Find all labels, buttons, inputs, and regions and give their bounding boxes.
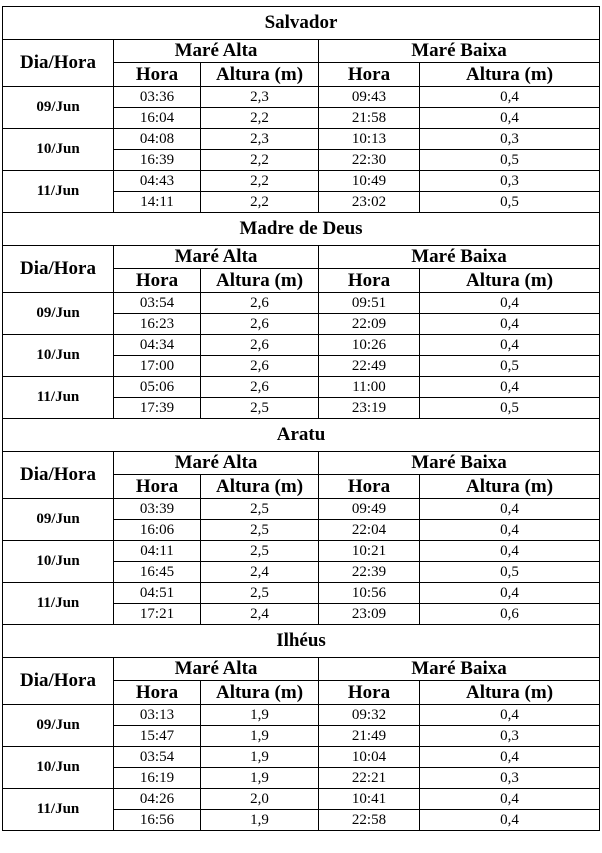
mare-baixa-header: Maré Baixa bbox=[319, 246, 600, 269]
day-label: 10/Jun bbox=[3, 129, 114, 171]
low-tide-time: 10:04 bbox=[319, 747, 420, 768]
hora-header: Hora bbox=[319, 63, 420, 87]
high-tide-time: 16:06 bbox=[114, 520, 201, 541]
low-tide-time: 22:30 bbox=[319, 150, 420, 171]
high-tide-height: 2,3 bbox=[201, 129, 319, 150]
group-header-row bbox=[3, 40, 600, 63]
table-row bbox=[3, 129, 600, 150]
high-tide-height: 2,6 bbox=[201, 356, 319, 377]
high-tide-height: 2,0 bbox=[201, 789, 319, 810]
low-tide-height: 0,4 bbox=[420, 810, 600, 831]
mare-alta-header: Maré Alta bbox=[114, 246, 319, 269]
low-tide-time: 09:43 bbox=[319, 87, 420, 108]
low-tide-height: 0,5 bbox=[420, 356, 600, 377]
high-tide-time: 17:21 bbox=[114, 604, 201, 625]
low-tide-height: 0,4 bbox=[420, 520, 600, 541]
high-tide-time: 15:47 bbox=[114, 726, 201, 747]
low-tide-time: 10:49 bbox=[319, 171, 420, 192]
table-row bbox=[3, 747, 600, 768]
low-tide-time: 22:21 bbox=[319, 768, 420, 789]
mare-alta-header: Maré Alta bbox=[114, 658, 319, 681]
high-tide-time: 03:39 bbox=[114, 499, 201, 520]
low-tide-time: 22:04 bbox=[319, 520, 420, 541]
high-tide-height: 2,6 bbox=[201, 293, 319, 314]
altura-header: Altura (m) bbox=[420, 681, 600, 705]
high-tide-time: 04:51 bbox=[114, 583, 201, 604]
altura-header: Altura (m) bbox=[201, 475, 319, 499]
day-label: 09/Jun bbox=[3, 499, 114, 541]
high-tide-height: 2,5 bbox=[201, 541, 319, 562]
low-tide-time: 22:58 bbox=[319, 810, 420, 831]
day-label: 10/Jun bbox=[3, 541, 114, 583]
high-tide-time: 16:39 bbox=[114, 150, 201, 171]
day-label: 09/Jun bbox=[3, 87, 114, 129]
site-name: Aratu bbox=[3, 419, 600, 452]
table-row bbox=[3, 583, 600, 604]
day-label: 11/Jun bbox=[3, 789, 114, 831]
mare-baixa-header: Maré Baixa bbox=[319, 658, 600, 681]
high-tide-height: 2,5 bbox=[201, 499, 319, 520]
high-tide-height: 2,6 bbox=[201, 314, 319, 335]
low-tide-time: 23:09 bbox=[319, 604, 420, 625]
low-tide-height: 0,5 bbox=[420, 150, 600, 171]
low-tide-height: 0,5 bbox=[420, 398, 600, 419]
low-tide-time: 23:19 bbox=[319, 398, 420, 419]
dia-hora-header: Dia/Hora bbox=[3, 658, 114, 705]
high-tide-height: 2,6 bbox=[201, 377, 319, 398]
low-tide-height: 0,3 bbox=[420, 171, 600, 192]
low-tide-height: 0,6 bbox=[420, 604, 600, 625]
low-tide-time: 09:51 bbox=[319, 293, 420, 314]
day-label: 10/Jun bbox=[3, 747, 114, 789]
high-tide-time: 04:34 bbox=[114, 335, 201, 356]
low-tide-time: 10:21 bbox=[319, 541, 420, 562]
tide-table bbox=[2, 6, 600, 831]
high-tide-time: 16:19 bbox=[114, 768, 201, 789]
high-tide-height: 2,2 bbox=[201, 150, 319, 171]
tide-table-body bbox=[3, 7, 600, 831]
high-tide-time: 03:54 bbox=[114, 747, 201, 768]
high-tide-time: 05:06 bbox=[114, 377, 201, 398]
altura-header: Altura (m) bbox=[420, 269, 600, 293]
hora-header: Hora bbox=[319, 269, 420, 293]
hora-header: Hora bbox=[114, 475, 201, 499]
low-tide-height: 0,5 bbox=[420, 192, 600, 213]
dia-hora-header: Dia/Hora bbox=[3, 246, 114, 293]
high-tide-height: 2,2 bbox=[201, 108, 319, 129]
mare-alta-header: Maré Alta bbox=[114, 40, 319, 63]
high-tide-height: 2,5 bbox=[201, 520, 319, 541]
low-tide-time: 10:56 bbox=[319, 583, 420, 604]
table-row bbox=[3, 377, 600, 398]
low-tide-height: 0,4 bbox=[420, 541, 600, 562]
day-label: 11/Jun bbox=[3, 377, 114, 419]
site-name: Ilhéus bbox=[3, 625, 600, 658]
low-tide-time: 11:00 bbox=[319, 377, 420, 398]
altura-header: Altura (m) bbox=[201, 269, 319, 293]
table-row bbox=[3, 499, 600, 520]
table-row bbox=[3, 789, 600, 810]
table-row bbox=[3, 705, 600, 726]
low-tide-height: 0,4 bbox=[420, 108, 600, 129]
high-tide-time: 03:54 bbox=[114, 293, 201, 314]
dia-hora-header: Dia/Hora bbox=[3, 452, 114, 499]
hora-header: Hora bbox=[114, 269, 201, 293]
low-tide-time: 09:32 bbox=[319, 705, 420, 726]
high-tide-time: 04:11 bbox=[114, 541, 201, 562]
day-label: 10/Jun bbox=[3, 335, 114, 377]
day-label: 11/Jun bbox=[3, 583, 114, 625]
site-title-row bbox=[3, 625, 600, 658]
hora-header: Hora bbox=[114, 63, 201, 87]
high-tide-height: 1,9 bbox=[201, 747, 319, 768]
low-tide-time: 22:09 bbox=[319, 314, 420, 335]
site-title-row bbox=[3, 419, 600, 452]
low-tide-height: 0,4 bbox=[420, 747, 600, 768]
hora-header: Hora bbox=[319, 681, 420, 705]
low-tide-height: 0,3 bbox=[420, 726, 600, 747]
high-tide-time: 16:45 bbox=[114, 562, 201, 583]
mare-baixa-header: Maré Baixa bbox=[319, 452, 600, 475]
mare-alta-header: Maré Alta bbox=[114, 452, 319, 475]
low-tide-height: 0,4 bbox=[420, 87, 600, 108]
high-tide-time: 14:11 bbox=[114, 192, 201, 213]
low-tide-height: 0,4 bbox=[420, 789, 600, 810]
low-tide-height: 0,4 bbox=[420, 335, 600, 356]
low-tide-time: 10:41 bbox=[319, 789, 420, 810]
low-tide-height: 0,4 bbox=[420, 293, 600, 314]
low-tide-time: 22:39 bbox=[319, 562, 420, 583]
day-label: 11/Jun bbox=[3, 171, 114, 213]
low-tide-height: 0,3 bbox=[420, 768, 600, 789]
group-header-row bbox=[3, 658, 600, 681]
low-tide-time: 10:26 bbox=[319, 335, 420, 356]
low-tide-time: 22:49 bbox=[319, 356, 420, 377]
low-tide-time: 10:13 bbox=[319, 129, 420, 150]
high-tide-height: 2,5 bbox=[201, 583, 319, 604]
high-tide-height: 1,9 bbox=[201, 810, 319, 831]
high-tide-height: 2,6 bbox=[201, 335, 319, 356]
altura-header: Altura (m) bbox=[201, 681, 319, 705]
high-tide-height: 2,4 bbox=[201, 562, 319, 583]
table-row bbox=[3, 293, 600, 314]
high-tide-time: 03:36 bbox=[114, 87, 201, 108]
day-label: 09/Jun bbox=[3, 293, 114, 335]
high-tide-height: 2,2 bbox=[201, 171, 319, 192]
low-tide-time: 23:02 bbox=[319, 192, 420, 213]
site-name: Madre de Deus bbox=[3, 213, 600, 246]
day-label: 09/Jun bbox=[3, 705, 114, 747]
low-tide-time: 21:49 bbox=[319, 726, 420, 747]
site-title-row bbox=[3, 213, 600, 246]
high-tide-height: 1,9 bbox=[201, 768, 319, 789]
high-tide-height: 2,4 bbox=[201, 604, 319, 625]
high-tide-time: 04:26 bbox=[114, 789, 201, 810]
low-tide-height: 0,4 bbox=[420, 583, 600, 604]
high-tide-height: 2,5 bbox=[201, 398, 319, 419]
high-tide-time: 04:08 bbox=[114, 129, 201, 150]
low-tide-height: 0,4 bbox=[420, 377, 600, 398]
high-tide-time: 17:00 bbox=[114, 356, 201, 377]
altura-header: Altura (m) bbox=[420, 475, 600, 499]
low-tide-time: 09:49 bbox=[319, 499, 420, 520]
altura-header: Altura (m) bbox=[201, 63, 319, 87]
high-tide-time: 17:39 bbox=[114, 398, 201, 419]
table-row bbox=[3, 335, 600, 356]
high-tide-height: 1,9 bbox=[201, 726, 319, 747]
high-tide-height: 2,3 bbox=[201, 87, 319, 108]
group-header-row bbox=[3, 452, 600, 475]
high-tide-time: 16:23 bbox=[114, 314, 201, 335]
high-tide-time: 04:43 bbox=[114, 171, 201, 192]
high-tide-height: 1,9 bbox=[201, 705, 319, 726]
group-header-row bbox=[3, 246, 600, 269]
low-tide-height: 0,3 bbox=[420, 129, 600, 150]
low-tide-height: 0,4 bbox=[420, 705, 600, 726]
altura-header: Altura (m) bbox=[420, 63, 600, 87]
dia-hora-header: Dia/Hora bbox=[3, 40, 114, 87]
low-tide-height: 0,4 bbox=[420, 499, 600, 520]
table-row bbox=[3, 171, 600, 192]
table-row bbox=[3, 541, 600, 562]
site-title-row bbox=[3, 7, 600, 40]
high-tide-time: 03:13 bbox=[114, 705, 201, 726]
hora-header: Hora bbox=[114, 681, 201, 705]
table-row bbox=[3, 87, 600, 108]
low-tide-time: 21:58 bbox=[319, 108, 420, 129]
low-tide-height: 0,4 bbox=[420, 314, 600, 335]
low-tide-height: 0,5 bbox=[420, 562, 600, 583]
hora-header: Hora bbox=[319, 475, 420, 499]
high-tide-height: 2,2 bbox=[201, 192, 319, 213]
site-name: Salvador bbox=[3, 7, 600, 40]
high-tide-time: 16:04 bbox=[114, 108, 201, 129]
mare-baixa-header: Maré Baixa bbox=[319, 40, 600, 63]
high-tide-time: 16:56 bbox=[114, 810, 201, 831]
